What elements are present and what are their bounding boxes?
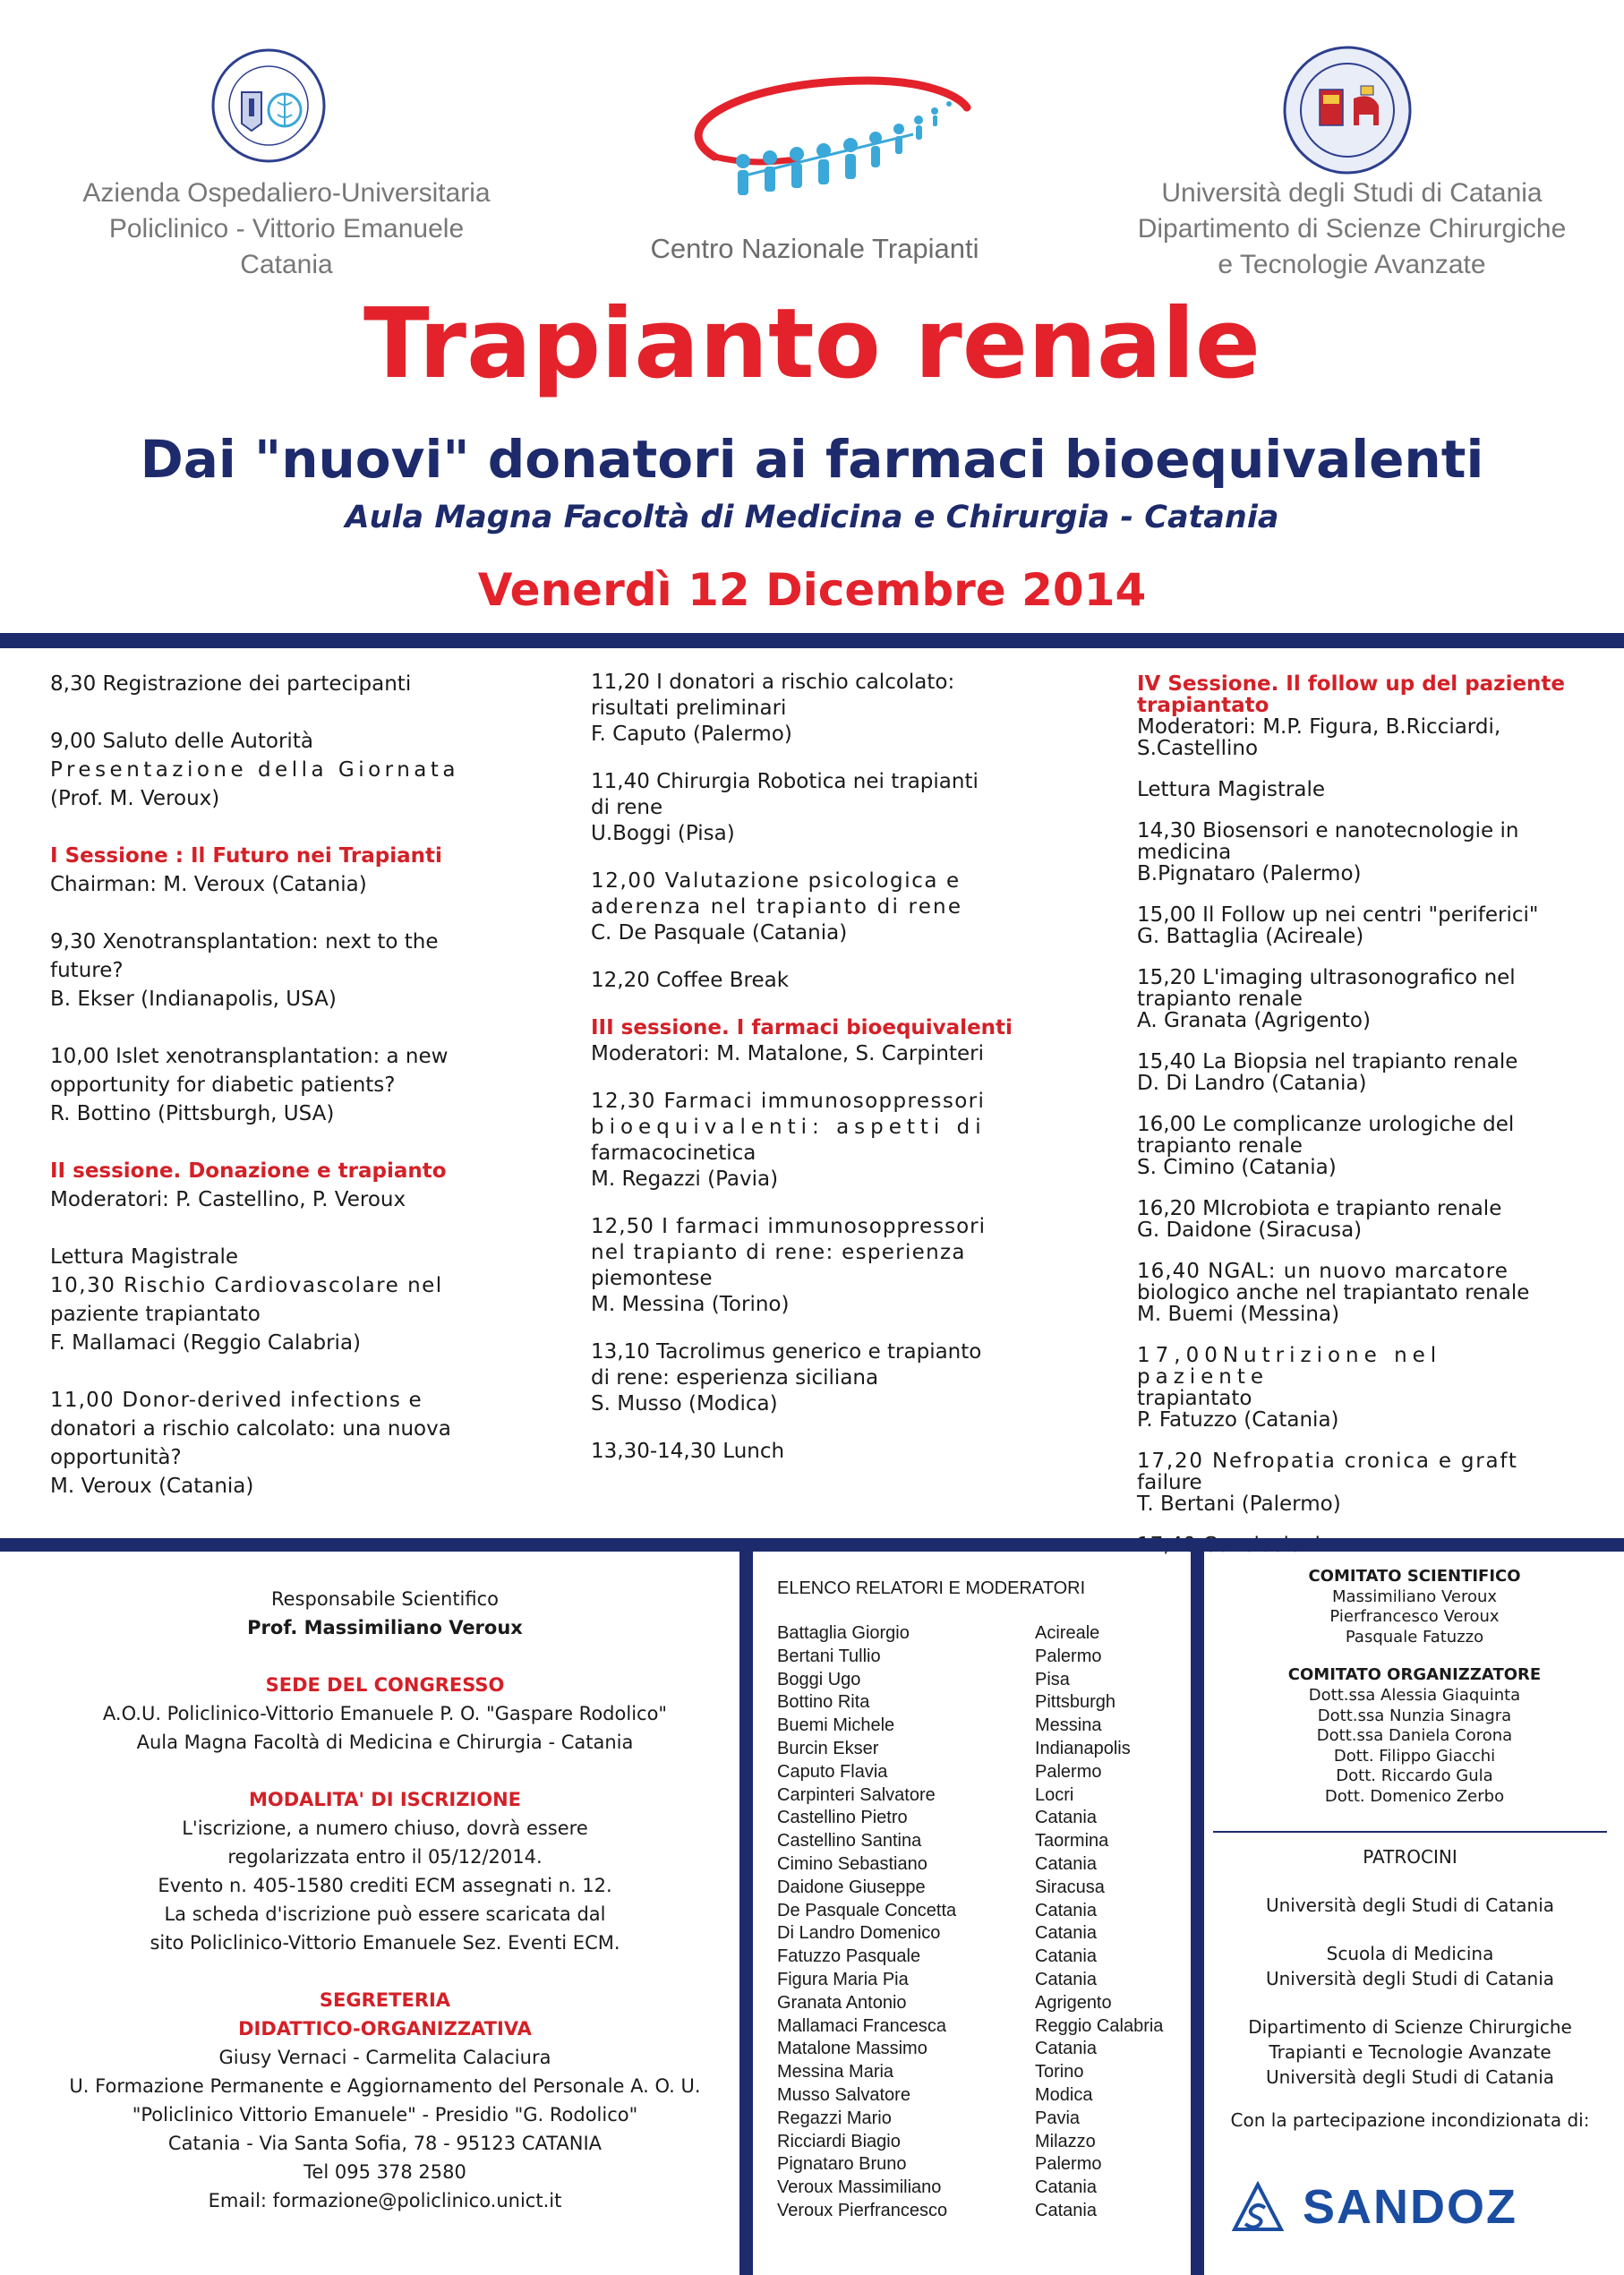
relatore-name: Caputo Flavia [777, 1761, 888, 1782]
program-item: 15,00 Il Follow up nei centri "periferici" G. Battaglia (Acireale) [1137, 903, 1539, 948]
sandoz-wordmark: SANDOZ [1303, 2180, 1517, 2234]
relatori-heading: ELENCO RELATORI E MODERATORI [777, 1578, 1086, 1598]
relatore-city: Pisa [1035, 1669, 1070, 1689]
relatore-name: Carpinteri Salvatore [777, 1784, 936, 1805]
relatori-names [777, 1622, 1028, 2223]
relatore-city: Pavia [1035, 2108, 1081, 2128]
relatore-city: Agrigento [1035, 1992, 1112, 2013]
relatore-name: Bottino Rita [777, 1692, 870, 1713]
relatore-name: Daidone Giuseppe [777, 1877, 926, 1897]
relatore-city: Catania [1035, 1969, 1097, 1989]
session-header: II sessione. Donazione e trapianto Moderatori: P. Castellino, P. Veroux [50, 1159, 447, 1211]
program-item: 14,30 Biosensori e nanotecnologie in medicina B.Pignataro (Palermo) [1137, 819, 1519, 885]
relatore-city: Palermo [1035, 1646, 1102, 1666]
relatore-name: Granata Antonio [777, 1992, 907, 2013]
comitati-separator [1213, 1831, 1607, 1833]
relatore-city: Catania [1035, 2200, 1097, 2220]
program-item: 16,40 NGAL: un nuovo marcatore biologico anche nel trapiantato renale M. Buemi (Messina) [1137, 1260, 1530, 1326]
aou-seal-icon [206, 43, 331, 168]
relatore-name: Burcin Ekser [777, 1738, 879, 1758]
relatore-name: Ricciardi Biagio [777, 2131, 901, 2151]
program-item: 12,00 Valutazione psicologica e aderenza nel trapianto di rene C. De Pasquale (Catania) [591, 869, 963, 945]
program-item: Lettura Magistrale 10,30 Rischio Cardiovascolare nel paziente trapiantato F. Mallamaci (Reggio Calabria) [50, 1245, 443, 1355]
relatore-name: Battaglia Giorgio [777, 1623, 910, 1643]
relatore-city: Reggio Calabria [1035, 2015, 1164, 2036]
segreteria-heading: SEGRETERIA [319, 1989, 451, 2011]
relatore-city: Locri [1035, 1784, 1074, 1805]
program-item: 12,30 Farmaci immunosoppressori bioequivalenti: aspetti di farmacocinetica M. Regazzi (Pavia) [591, 1090, 987, 1191]
relatore-name: Castellino Pietro [777, 1808, 908, 1828]
relatore-name: Buemi Michele [777, 1715, 895, 1736]
relatore-name: Bertani Tullio [777, 1646, 881, 1666]
relatore-name: Veroux Pierfrancesco [777, 2200, 948, 2220]
relatore-name: Musso Salvatore [777, 2084, 910, 2105]
session-header: I Sessione : Il Futuro nei Trapianti Chairman: M. Veroux (Catania) [50, 844, 442, 896]
event-date: Venerdì 12 Dicembre 2014 [477, 564, 1147, 616]
program-item: 13,30-14,30 Lunch [591, 1440, 785, 1463]
email-link[interactable]: Email: formazione@policlinico.unict.it [208, 2190, 562, 2211]
program-item: 16,00 Le complicanze urologiche del trapianto renale S. Cimino (Catania) [1137, 1113, 1515, 1179]
footer-info: Responsabile Scientifico Prof. Massimiliano Veroux SEDE DEL CONGRESSO A.O.U. Policlinico-Vittorio Emanuele P. O. "Gaspare Rodolico" Aula Magna Facoltà di Medicina e Chirurgia - Catania MODALITA' DI ISCRIZIONE L'iscrizione, a numero chiuso, dovrà essere regolarizzata entro il 05/12/2014. Evento n. 405-1580 crediti ECM assegnati n. 12. La scheda d'iscrizione può essere scaricata dal sito Policlinico-Vittorio Emanuele Sez. Eventi ECM. SEGRETERIA DIDATTICO-ORGANIZZATIVA Giusy Vernaci - Carmelita Calaciura U. Formazione Permanente e Aggiornamento del Personale A. O. U. "Policlinico Vittorio Emanuele" - Presidio "G. Rodolico" Catania - Via Santa Sofia, 78 - 95123 CATANIA Tel 095 378 2580 Email: formazione@policlinico.unict.it [36, 1585, 734, 2215]
relatore-city: Catania [1035, 1923, 1097, 1944]
relatore-city: Catania [1035, 1946, 1097, 1967]
cnt-logo [645, 72, 985, 233]
program-col-3 [1137, 673, 1576, 1556]
relatore-name: Di Landro Domenico [777, 1923, 941, 1944]
divider-top [0, 633, 1624, 648]
program-col-2 [591, 670, 1039, 1465]
subtitle: Dai "nuovi" donatori ai farmaci bioequivalenti [140, 429, 1484, 490]
relatore-city: Messina [1035, 1715, 1102, 1736]
relatore-name: Cimino Sebastiano [777, 1853, 927, 1874]
relatore-name: Castellino Santina [777, 1831, 922, 1852]
relatore-city: Catania [1035, 1808, 1097, 1828]
program-item: 12,50 I farmaci immunosoppressori nel trapianto di rene: esperienza piemontese M. Messina (Torino) [591, 1215, 987, 1316]
program-item: 11,40 Chirurgia Robotica nei trapianti di rene U.Boggi (Pisa) [591, 770, 979, 845]
relatore-city: Palermo [1035, 2154, 1102, 2175]
program-col-1 [50, 670, 484, 1529]
relatore-name: Veroux Massimiliano [777, 2177, 942, 2198]
program-item: 11,00 Donor-derived infections e donatori a rischio calcolato: una nuova opportunità? M. Veroux (Catania) [50, 1389, 451, 1498]
program-item: Lettura Magistrale [1137, 778, 1326, 801]
relatore-city: Torino [1035, 2062, 1084, 2083]
relatore-name: Mallamaci Francesca [777, 2015, 946, 2036]
relatore-city: Milazzo [1035, 2131, 1096, 2151]
program-item: 15,20 L'imaging ultrasonografico nel trapianto renale A. Granata (Agrigento) [1137, 966, 1516, 1032]
center-org: Centro Nazionale Trapianti [650, 233, 979, 264]
relatore-city: Catania [1035, 2039, 1097, 2059]
relatore-name: Pignataro Bruno [777, 2154, 907, 2175]
relatore-name: Messina Maria [777, 2062, 894, 2083]
relatore-city: Modica [1035, 2084, 1093, 2105]
session-header: III sessione. I farmaci bioequivalenti Moderatori: M. Matalone, S. Carpinteri [591, 1016, 1013, 1065]
relatore-name: Regazzi Mario [777, 2108, 892, 2128]
sandoz-emblem-icon [1231, 2181, 1285, 2235]
program-item: 9,00 Saluto delle Autorità Presentazione della Giornata (Prof. M. Veroux) [50, 730, 460, 810]
relatore-city: Siracusa [1035, 1877, 1105, 1897]
separator-right [1191, 1552, 1204, 2275]
program-item: 12,20 Coffee Break [591, 969, 790, 992]
unict-logo [1280, 43, 1415, 177]
people-chain-icon [645, 72, 985, 233]
relatore-city: Pittsburgh [1035, 1692, 1116, 1713]
main-title: Trapianto renale [363, 288, 1261, 400]
patrocini: PATROCINI Università degli Studi di Catania Scuola di Medicina Università degli Studi di Catania Dipartimento di Scienze Chirurgiche Trapianti e Tecnologie Avanzate Università degli Studi di Catania Con la partecipazione incondizionata di: [1230, 1846, 1590, 2131]
sede-heading: SEDE DEL CONGRESSO [265, 1674, 505, 1696]
relatore-name: Matalone Massimo [777, 2039, 927, 2059]
aou-logo [206, 43, 331, 168]
relatore-city: Catania [1035, 1853, 1097, 1874]
comitati: COMITATO SCIENTIFICO Massimiliano Veroux Pierfrancesco Veroux Pasquale Fatuzzo COMITATO ORGANIZZATORE Dott.ssa Alessia Giaquinta Dott.ssa Nunzia Sinagra Dott.ssa Daniela Corona Dott. Filippo Giacchi Dott. Riccardo Gula Dott. Domenico Zerbo [1287, 1567, 1542, 1806]
program-item: 8,30 Registrazione dei partecipanti [50, 672, 412, 696]
relatore-city: Catania [1035, 1900, 1097, 1920]
relatore-name: De Pasquale Concetta [777, 1900, 957, 1920]
relatore-name: Figura Maria Pia [777, 1969, 909, 1989]
program-item: 9,30 Xenotransplantation: next to the future? B. Ekser (Indianapolis, USA) [50, 930, 439, 1011]
venue: Aula Magna Facoltà di Medicina e Chirurgia - Catania [345, 500, 1279, 535]
program-item: 17,00Nutrizione nel paziente trapiantato P. Fatuzzo (Catania) [1137, 1344, 1442, 1432]
program-item: 15,40 La Biopsia nel trapianto renale D. Di Landro (Catania) [1137, 1050, 1518, 1095]
separator-left [739, 1552, 753, 2275]
divider-bottom [0, 1538, 1624, 1552]
relatore-name: Fatuzzo Pasquale [777, 1946, 921, 1967]
sandoz-logo [1231, 2176, 1607, 2238]
left-org: Azienda Ospedaliero-Universitaria Policlinico - Vittorio Emanuele Catania [82, 178, 491, 279]
relatore-name: Boggi Ugo [777, 1669, 861, 1689]
program-item: 17,20 Nefropatia cronica e graft failure T. Bertani (Palermo) [1137, 1450, 1518, 1516]
session-header: IV Sessione. Il follow up del paziente trapiantato Moderatori: M.P. Figura, B.Ricciardi, S.Castellino [1137, 672, 1566, 760]
program-item: 13,10 Tacrolimus generico e trapianto di rene: esperienza siciliana S. Musso (Modica) [591, 1340, 982, 1415]
relatore-city: Taormina [1035, 1831, 1109, 1852]
relatore-city: Indianapolis [1035, 1738, 1131, 1758]
right-org: Università degli Studi di Catania Dipartimento di Scienze Chirurgiche e Tecnologie Avanzate [1137, 178, 1567, 279]
unict-seal-icon [1280, 43, 1415, 177]
program-item: 11,20 I donatori a rischio calcolato: risultati preliminari F. Caputo (Palermo) [591, 671, 955, 746]
program-item: 10,00 Islet xenotransplantation: a new opportunity for diabetic patients? R. Bottino (Pittsburgh, USA) [50, 1045, 449, 1125]
program-item: 16,20 MIcrobiota e trapianto renale G. Daidone (Siracusa) [1137, 1197, 1502, 1242]
relatore-city: Catania [1035, 2177, 1097, 2198]
relatori-cities [1035, 1622, 1187, 2223]
relatore-city: Palermo [1035, 1761, 1102, 1782]
iscrizione-heading: MODALITA' DI ISCRIZIONE [248, 1789, 522, 1810]
relatore-city: Acireale [1035, 1623, 1100, 1643]
